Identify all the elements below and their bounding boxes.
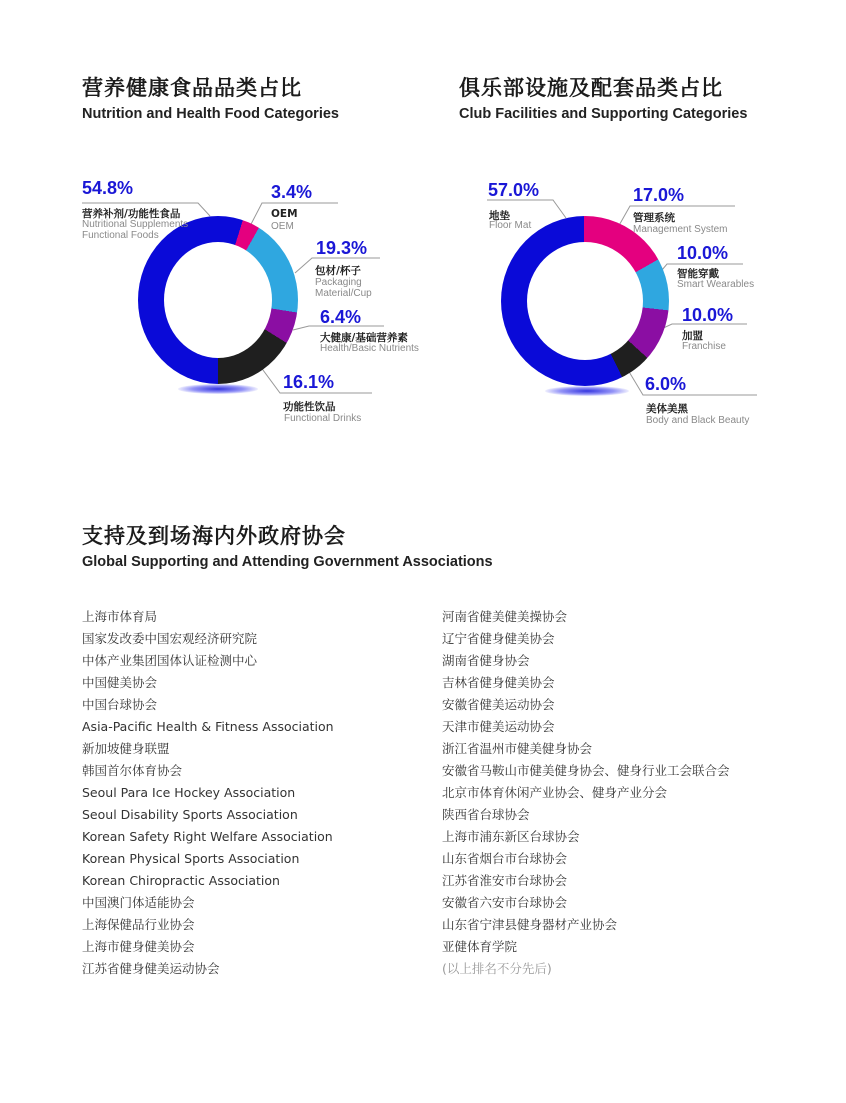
chart1-label-supplements-cn: 营养补剂/功能性食品 (82, 208, 181, 220)
chart1-pct-packaging: 19.3% (316, 238, 368, 258)
chart1-pct-supplements: 54.8% (82, 178, 134, 198)
associations-list-right (442, 606, 730, 980)
chart1-label-drinks-en: Functional Drinks (284, 413, 362, 424)
association-item: 安徽省马鞍山市健美健身协会、健身行业工会联合会 (442, 763, 730, 778)
association-item: 上海市健身健美协会 (82, 939, 195, 954)
chart2-label-management-cn: 管理系统 (633, 212, 675, 224)
chart2-label-franchise-en: Franchise (682, 341, 726, 352)
chart1-label-health-en: Health/Basic Nutrients (320, 343, 419, 354)
association-item: 吉林省健身健美协会 (442, 675, 555, 690)
chart2-title-cn: 俱乐部设施及配套品类占比 (459, 76, 723, 100)
association-item: 辽宁省健身健美协会 (442, 631, 555, 646)
association-item: 陕西省台球协会 (442, 807, 530, 822)
association-item: 安徽省六安市台球协会 (442, 895, 568, 910)
association-item: 上海市体育局 (82, 609, 158, 624)
chart2-shadow (545, 386, 629, 396)
chart1-shadow (178, 384, 258, 394)
chart1-title-en: Nutrition and Health Food Categories (82, 106, 339, 122)
association-item: Asia-Pacific Health & Fitness Association (82, 719, 334, 734)
association-item: 北京市体育休闲产业协会、健身产业分会 (442, 785, 668, 800)
chart2-label-floor-mat-en: Floor Mat (489, 220, 532, 231)
chart2-label-beauty-en: Body and Black Beauty (646, 415, 750, 426)
chart1-donut-hole (164, 242, 272, 358)
chart1-donut (138, 216, 298, 384)
association-item: 湖南省健身协会 (442, 653, 530, 668)
association-item: 浙江省温州市健美健身协会 (442, 741, 593, 756)
association-item: 中国澳门体适能协会 (82, 895, 195, 910)
chart2-label-franchise-cn: 加盟 (682, 330, 703, 342)
association-item: 中体产业集团国体认证检测中心 (82, 653, 258, 668)
association-item: 亚健体育学院 (442, 939, 518, 954)
associations-note: (以上排名不分先后) (442, 961, 552, 976)
association-item: Korean Safety Right Welfare Association (82, 829, 333, 844)
chart2-pct-wearables: 10.0% (677, 243, 729, 263)
chart1-label-health-cn: 大健康/基础营养素 (320, 332, 408, 344)
chart1-label-packaging-cn: 包材/杯子 (315, 265, 361, 277)
chart1-label-supplements-en2: Functional Foods (82, 230, 159, 241)
chart2-pct-beauty: 6.0% (645, 374, 687, 394)
chart2-label-management-en: Management System (633, 224, 728, 235)
chart1-label-oem-en: OEM (271, 221, 294, 232)
association-item: Korean Chiropractic Association (82, 873, 280, 888)
association-item: 山东省烟台市台球协会 (442, 851, 568, 866)
chart1-label-packaging-en2: Material/Cup (315, 288, 372, 299)
association-item: 安徽省健美运动协会 (442, 697, 555, 712)
association-item: 江苏省淮安市台球协会 (442, 873, 568, 888)
chart2-pct-floor-mat: 57.0% (488, 180, 540, 200)
association-item: 韩国首尔体育协会 (82, 763, 183, 778)
chart1-label-packaging-en1: Packaging (315, 277, 362, 288)
chart1-pct-oem: 3.4% (271, 182, 313, 202)
chart2-donut (501, 216, 669, 386)
chart1-pct-drinks: 16.1% (283, 372, 335, 392)
association-item: 上海保健品行业协会 (82, 917, 195, 932)
association-item: 山东省宁津县健身器材产业协会 (442, 917, 618, 932)
chart1-label-drinks-cn: 功能性饮品 (283, 401, 336, 413)
association-item: Seoul Para Ice Hockey Association (82, 785, 296, 800)
association-item: 中国健美协会 (82, 675, 158, 690)
association-item: 江苏省健身健美运动协会 (82, 961, 220, 976)
association-item: Seoul Disability Sports Association (82, 807, 298, 822)
association-item: 天津市健美运动协会 (442, 719, 555, 734)
association-item: 河南省健美健美操协会 (442, 609, 568, 624)
associations-title-cn: 支持及到场海内外政府协会 (82, 524, 346, 548)
chart2-label-floor-mat-cn: 地垫 (489, 210, 510, 222)
associations-title-en: Global Supporting and Attending Government Associations (82, 554, 493, 570)
association-item: 国家发改委中国宏观经济研究院 (82, 631, 258, 646)
chart1-title-cn: 营养健康食品品类占比 (82, 76, 302, 100)
chart1-label-supplements-en1: Nutritional Supplements (82, 219, 189, 230)
chart2-pct-franchise: 10.0% (682, 305, 734, 325)
chart2-title-en: Club Facilities and Supporting Categories (459, 106, 748, 122)
chart2-label-wearables-en: Smart Wearables (677, 279, 755, 290)
chart2-label-wearables-cn: 智能穿戴 (677, 268, 719, 280)
associations-list-left (82, 606, 334, 980)
chart2-label-beauty-cn: 美体美黑 (646, 403, 688, 415)
chart2-pct-management: 17.0% (633, 185, 685, 205)
association-item: 上海市浦东新区台球协会 (442, 829, 580, 844)
association-item: Korean Physical Sports Association (82, 851, 300, 866)
chart1-pct-health: 6.4% (320, 307, 362, 327)
association-item: 中国台球协会 (82, 697, 158, 712)
association-item: 新加坡健身联盟 (82, 741, 170, 756)
chart2-donut-hole (527, 242, 643, 360)
chart1-label-oem-cn: OEM (271, 208, 298, 220)
